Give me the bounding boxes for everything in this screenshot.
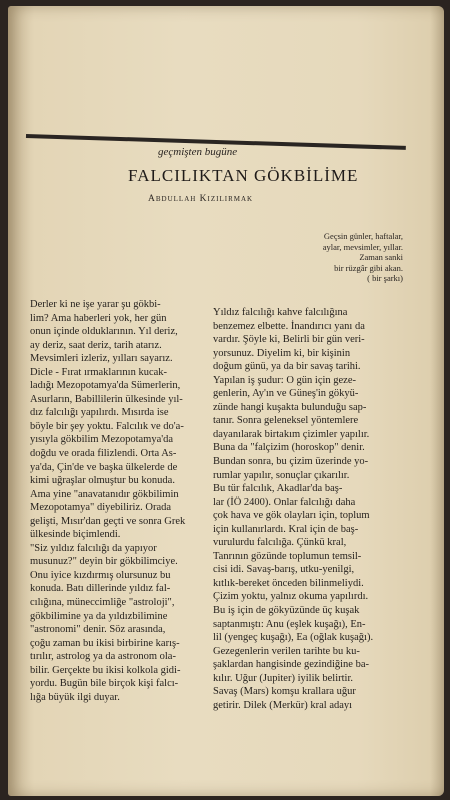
text-line: lar (İÖ 2400). Onlar falcılığı daha [213, 496, 356, 508]
text-line: vurulurdu falcılığa. Çünkü kral, [213, 537, 347, 549]
poem-line: bir rüzgâr gibi akan. [334, 262, 403, 273]
text-line: ülkesinde biçimlendi. [30, 529, 121, 541]
text-line: saptanmıştı: Anu (eşlek kuşağı), En- [213, 618, 366, 630]
text-line: çok hava ve gök olayları için, toplum [213, 510, 370, 522]
text-line: Gezegenlerin verilen tarihte bu ku- [213, 645, 360, 657]
text-line: vardır. Şöyle ki, Belirli bir gün veri- [213, 334, 365, 346]
text-line: doğum günü, ya da bir savaş tarihi. [213, 361, 361, 373]
left-text-column [30, 298, 210, 704]
text-line: yısıyla gökbilim Mezopotamya'da [30, 434, 174, 446]
text-line: getirir. Dilek (Merkür) kral adayı [213, 699, 353, 711]
right-text-column [213, 306, 403, 712]
text-line: kılır. Uğur (Jupiter) iyilik belirtir. [213, 672, 353, 684]
text-line: Bu tür falcılık, Akadlar'da baş- [213, 483, 343, 495]
text-line: Çizim yoktu, yalnız okuma yapılırdı. [213, 591, 369, 603]
text-line: doğdu ve orada filizlendi. Orta As- [30, 448, 177, 460]
text-line: Ama yine "anavatanıdır gökbilimin [30, 488, 179, 500]
text-line: çoğu zaman bu ikisi birbirine karış- [30, 637, 180, 649]
text-line: Yapılan iş şudur: O gün için geze- [213, 374, 356, 386]
text-line: kıtlık-bereket önceden bilinmeliydi. [213, 577, 364, 589]
text-line: böyle bir şey yoktu. Falcılık ve do'a- [30, 420, 184, 432]
text-line: Onu iyice kızdırmış olursunuz bu [30, 569, 171, 581]
text-line: kimi uğraşlar olmuştur bu konuda. [30, 475, 175, 487]
text-line: Savaş (Mars) komşu krallara uğur [213, 686, 356, 698]
text-line: Bu iş için de gökyüzünde üç kuşak [213, 605, 360, 617]
text-line: onun içinde olduklarının. Yıl deriz, [30, 326, 178, 338]
text-line: konuda. Batı dillerinde yıldız fal- [30, 583, 171, 595]
text-line: Buna da "falçizim (horoskop" denir. [213, 442, 365, 454]
text-line: ya'da, Çin'de ve başka ülkelerde de [30, 461, 178, 473]
section-subtitle: geçmişten bugüne [158, 146, 238, 158]
text-line: rumlar yapılır, sonuçlar çıkarılır. [213, 469, 350, 481]
text-line: Mezopotamya" diyebiliriz. Orada [30, 502, 172, 514]
text-line: için kullanırlardı. Kral için de baş- [213, 523, 359, 535]
text-line: "astronomi" denir. Söz arasında, [30, 624, 166, 636]
text-line: bilir. Gerçekte bu ikisi kolkola gidi- [30, 664, 181, 676]
poem-line: Geçsin günler, haftalar, [323, 231, 403, 241]
text-line: benzemez elbette. İnandırıcı yanı da [213, 320, 365, 332]
text-line: gelişti, Mısır'dan geçti ve sonra Grek [30, 515, 186, 527]
text-line: ladığı Mezopotamya'da Sümerlerin, [30, 380, 181, 392]
text-line: lığa büyük ilgi duyar. [30, 691, 120, 703]
text-line: cılığına, müneccimliğe "astroloji", [30, 597, 175, 609]
article-author: Abdullah Kızılırmak [148, 194, 254, 204]
poem-line: aylar, mevsimler, yıllar. [322, 241, 403, 252]
text-line: Bundan sonra, bu çizim üzerinde yo- [213, 456, 369, 468]
text-line: Mevsimleri izleriz, yılları sayarız. [30, 353, 173, 365]
text-line: dayanılarak birtakım çizimler yapılır. [213, 428, 370, 440]
text-line: ay deriz, saat deriz, tarih atarız. [30, 339, 162, 351]
text-line: tırılır, astrolog ya da astronom ola- [30, 651, 176, 663]
text-line: "Siz yıldız falcılığı da yapıyor [30, 542, 157, 554]
text-line: yordu. Bugün bile birçok kişi falcı- [30, 678, 179, 690]
text-line: tanır. Sonra geleneksel yöntemlere [213, 415, 359, 427]
text-line: cisi idi. Savaş-barış, utku-yenilgi, [213, 564, 355, 576]
text-line: şaklardan hangisinde gezindiğine ba- [213, 659, 369, 671]
text-line: dız falcılığı yapılırdı. Mısırda ise [30, 407, 169, 419]
text-line: Yıldız falcılığı kahve falcılığına [213, 307, 348, 318]
poem-line: Zaman sanki [359, 252, 403, 262]
text-line: Tanrının gözünde toplumun temsil- [213, 550, 362, 562]
text-line: musunuz?" deyin bir gökbilimciye. [30, 556, 178, 568]
text-line: lil (yengeç kuşağı), Ea (oğlak kuşağı). [213, 632, 374, 644]
text-line: zünde hangi kuşakta bulunduğu sap- [213, 401, 367, 413]
text-line: Dicle - Fırat ırmaklarının kucak- [30, 366, 168, 378]
text-line: lim? Ama haberleri yok, her gün [30, 312, 167, 324]
book-page [8, 6, 444, 796]
page-edge-shadow [430, 6, 444, 796]
text-line: genlerin, Ay'ın ve Güneş'in gökyü- [213, 388, 359, 400]
text-line: Derler ki ne işe yarar şu gökbi- [30, 299, 161, 310]
poem-line: ( bir şarkı) [367, 273, 403, 283]
text-line: yorsunuz. Diyelim ki, bir kişinin [213, 347, 351, 359]
epigraph-poem [293, 231, 403, 284]
text-line: gökbilimine ya da yıldızbilimine [30, 610, 168, 622]
text-line: Asurların, Babillilerin ülkesinde yıl- [30, 393, 183, 405]
article-title: FALCILIKTAN GÖKBİLİME [128, 166, 359, 185]
